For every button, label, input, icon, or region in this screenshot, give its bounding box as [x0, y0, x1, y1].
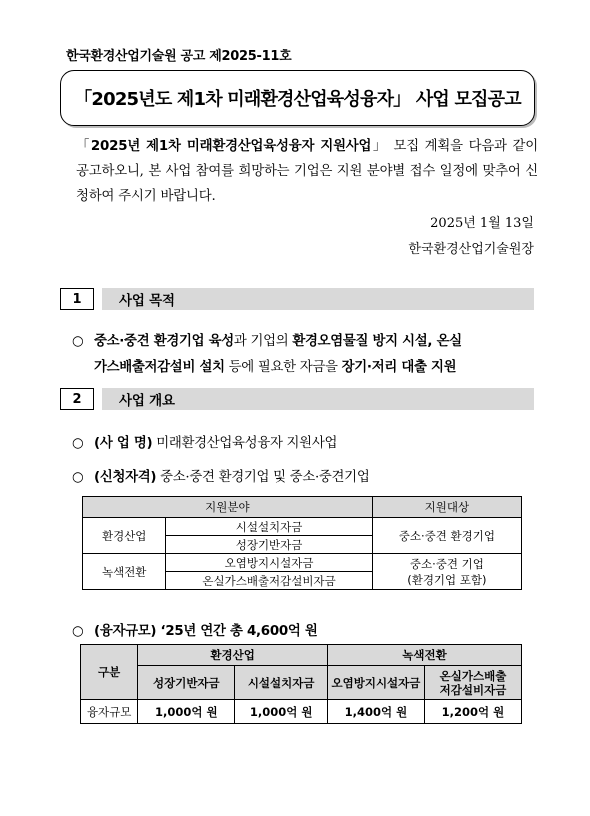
section-1-number: 1	[60, 288, 94, 310]
table-header-row	[81, 645, 522, 666]
table-cell: 오염방지시설자금	[166, 554, 372, 572]
table-header: 녹색전환	[327, 645, 521, 666]
section-2-title: 사업 개요	[102, 388, 534, 410]
overview-eligibility-label: (신청자격)	[94, 470, 157, 485]
table-header: 구분	[81, 645, 138, 700]
purpose-bold-2: 환경오염물질 방지 시설, 온실	[292, 334, 462, 349]
table-header: 오염방지시설자금	[327, 666, 424, 700]
overview-name-value: 미래환경산업육성융자 지원사업	[152, 436, 338, 451]
loan-scale-table	[80, 644, 522, 724]
target-line-1: 중소·중견 기업	[409, 556, 484, 571]
header-line-2: 저감설비자금	[439, 682, 507, 697]
table-cell: 중소·중견 환경기업	[372, 518, 521, 554]
purpose-bold-3: 가스배출저감설비 설치	[94, 360, 225, 375]
table-cell: 융자규모	[81, 700, 138, 724]
table-row	[81, 700, 522, 724]
notice-number: 한국환경산업기술원 공고 제2025-11호	[66, 49, 292, 64]
section-2-number: 2	[60, 388, 94, 410]
table-row	[83, 554, 522, 572]
table-header: 환경산업	[138, 645, 328, 666]
table-header: 지원대상	[372, 497, 521, 518]
section-1-title: 사업 목적	[102, 288, 534, 310]
notice-date: 2025년 1월 13일	[430, 216, 534, 231]
overview-name-label: (사 업 명)	[94, 436, 153, 451]
table-cell: 1,000억 원	[235, 700, 328, 724]
table-header	[424, 666, 521, 700]
purpose-text-1: 과 기업의	[233, 334, 293, 349]
overview-scale-value: ‘25년 연간 총 4,600억 원	[156, 624, 318, 639]
table-cell: 온실가스배출저감설비자금	[166, 572, 372, 590]
table-row	[83, 518, 522, 536]
bullet-symbol: ○	[72, 436, 84, 451]
intro-paragraph	[76, 134, 538, 209]
table-cell	[372, 554, 521, 590]
table-cell: 1,400억 원	[327, 700, 424, 724]
overview-eligibility-value: 중소·중견 환경기업 및 중소·중견기업	[156, 470, 370, 485]
purpose-bold-1: 중소·중견 환경기업 육성	[94, 334, 234, 349]
table-cell: 1,000억 원	[138, 700, 235, 724]
table-cell: 시설설치자금	[166, 518, 372, 536]
table-cell: 성장기반자금	[166, 536, 372, 554]
table-header-row	[81, 666, 522, 700]
support-table	[82, 496, 522, 590]
overview-scale-label: (융자규모)	[94, 624, 157, 639]
issuer: 한국환경산업기술원장	[408, 242, 534, 257]
table-header: 지원분야	[83, 497, 373, 518]
intro-quote-open: 「	[76, 139, 91, 154]
header-line-1: 온실가스배출	[439, 668, 507, 683]
table-cell: 녹색전환	[83, 554, 166, 590]
bullet-symbol: ○	[72, 624, 84, 639]
overview-scale	[72, 620, 318, 639]
overview-name	[72, 432, 337, 451]
table-header: 성장기반자금	[138, 666, 235, 700]
table-cell: 1,200억 원	[424, 700, 521, 724]
purpose-bold-4: 장기·저리 대출 지원	[341, 360, 457, 375]
table-header: 시설설치자금	[235, 666, 328, 700]
intro-program-name: 2025년 제1차 미래환경산업육성융자 지원사업	[90, 139, 372, 154]
purpose-line-2	[94, 356, 456, 375]
page-title: 「2025년도 제1차 미래환경산업육성융자」 사업 모집공고	[74, 89, 521, 110]
bullet-symbol: ○	[72, 334, 84, 349]
intro-quote-close: 」	[371, 139, 388, 154]
bullet-symbol: ○	[72, 470, 84, 485]
purpose-text-2: 등에 필요한 자금을	[224, 360, 342, 375]
overview-eligibility	[72, 466, 369, 485]
title-box	[60, 70, 535, 126]
table-header-row	[83, 497, 522, 518]
table-cell: 환경산업	[83, 518, 166, 554]
purpose-line-1	[72, 330, 462, 349]
intro-body: 모집 계획을 다음과 같이 공고하오니, 본 사업 참여를 희망하는 기업은 지원 분야별 접수 일정에 맞추어 신청하여 주시기 바랍니다.	[76, 139, 538, 204]
target-line-2: (환경기업 포함)	[407, 572, 487, 587]
